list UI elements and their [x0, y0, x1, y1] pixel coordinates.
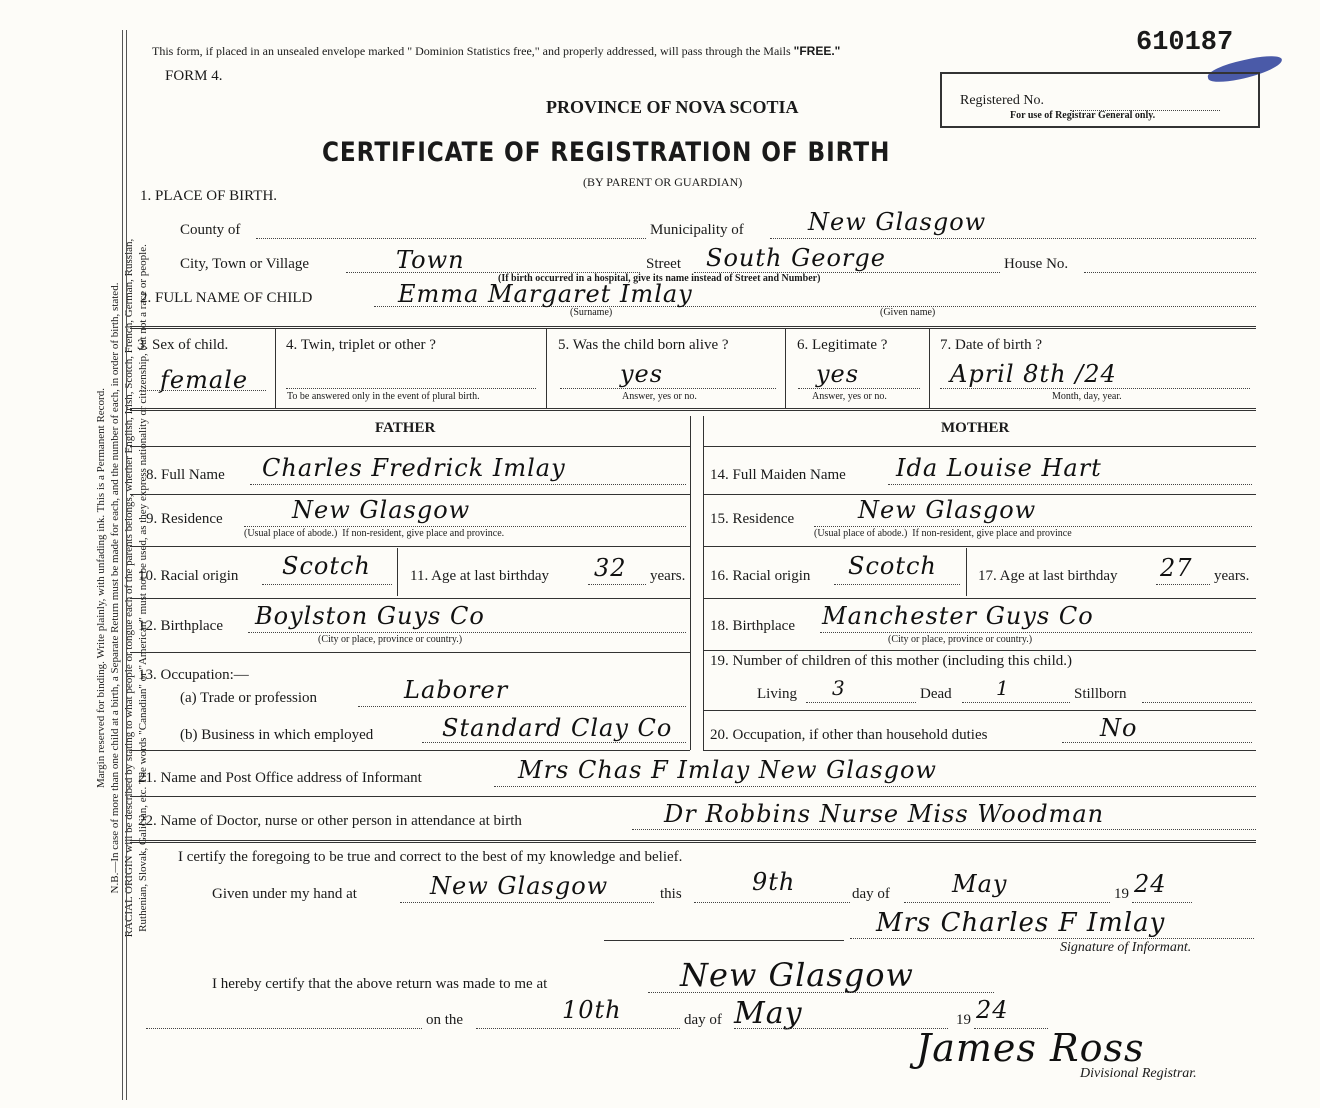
margin-note: Ruthenian, Slovak, Galician, etc. The words "Canadian" or "American" must not be used, as they express nationality or citizenship, but not a race or people. — [137, 244, 149, 932]
mother-heading: MOTHER — [941, 420, 1010, 436]
mother-racial-value: Scotch — [848, 552, 937, 580]
mother-birthplace-note: (City or place, province or country.) — [888, 634, 1033, 645]
column-divider — [275, 328, 276, 408]
mother-age-line — [1156, 584, 1210, 585]
page-title: CERTIFICATE OF REGISTRATION OF BIRTH — [322, 137, 891, 168]
mother-residence-note — [814, 528, 1072, 539]
twin-label: 4. Twin, triplet or other ? — [286, 337, 436, 353]
dead-line — [962, 702, 1070, 703]
legitimate-value: yes — [816, 360, 860, 388]
binding-margin-line — [122, 30, 123, 1100]
father-birthplace-line — [248, 632, 686, 633]
cell-divider — [397, 548, 398, 596]
mother-racial-line — [834, 584, 960, 585]
mother-residence-label: 15. Residence — [710, 511, 795, 527]
row-rule — [130, 796, 1256, 797]
living-value: 3 — [832, 676, 846, 700]
binding-margin-line — [126, 30, 127, 1100]
row-rule — [703, 446, 1256, 447]
informant-line — [494, 786, 1256, 787]
informant-label: 21. Name and Post Office address of Informant — [138, 770, 422, 786]
on-the-label: on the — [426, 1012, 464, 1028]
house-label: House No. — [1004, 256, 1069, 272]
row-rule — [703, 750, 1256, 751]
day-of-label: day of — [852, 886, 890, 902]
father-residence-note — [244, 528, 504, 539]
dob-line — [940, 388, 1250, 389]
return-continuation-line — [146, 1028, 422, 1029]
province-heading: PROVINCE OF NOVA SCOTIA — [546, 97, 799, 117]
living-label: Living — [757, 686, 797, 702]
father-column-border — [690, 416, 691, 750]
municipality-value: New Glasgow — [808, 208, 987, 236]
father-residence-label: 9. Residence — [146, 511, 223, 527]
registrar-signature: James Ross — [916, 1026, 1145, 1070]
registered-number-box — [940, 72, 1260, 128]
row-rule — [130, 546, 690, 547]
city-value: Town — [396, 246, 465, 274]
section-rule — [130, 840, 1256, 843]
given-name-note: (Given name) — [880, 307, 936, 318]
section-rule — [130, 408, 1256, 411]
legitimate-note: Answer, yes or no. — [812, 391, 887, 402]
given-month-line — [904, 902, 1110, 903]
return-place-value: New Glasgow — [680, 956, 914, 994]
row-rule — [130, 446, 690, 447]
registered-label: Registered No. — [960, 93, 1044, 108]
row-rule — [130, 652, 690, 653]
row-rule — [703, 710, 1256, 711]
mother-birthplace-label: 18. Birthplace — [710, 618, 795, 634]
dob-note: Month, day, year. — [1052, 391, 1122, 402]
municipality-line — [770, 238, 1256, 239]
certificate-number: 610187 — [1136, 28, 1234, 58]
child-name-value: Emma Margaret Imlay — [398, 280, 693, 308]
father-residence-note-b: If non-resident, give place and province. — [342, 528, 505, 539]
registrar-label: Divisional Registrar. — [1080, 1066, 1197, 1081]
given-under-label: Given under my hand at — [212, 886, 357, 902]
father-years-label: years. — [650, 568, 686, 584]
dob-label: 7. Date of birth ? — [940, 337, 1043, 353]
mail-notice — [152, 44, 840, 59]
living-line — [806, 702, 916, 703]
sex-line — [140, 390, 266, 391]
father-age-value: 32 — [594, 554, 627, 582]
dead-value: 1 — [996, 676, 1010, 700]
surname-note: (Surname) — [570, 307, 613, 318]
mother-occupation-value: No — [1100, 714, 1138, 742]
return-year-value: 24 — [976, 996, 1009, 1024]
municipality-label: Municipality of — [650, 222, 744, 238]
father-residence-value: New Glasgow — [292, 496, 471, 524]
dead-label: Dead — [920, 686, 952, 702]
father-business-label: (b) Business in which employed — [180, 727, 374, 743]
father-residence-note-a: (Usual place of abode.) — [244, 528, 338, 539]
mother-residence-value: New Glasgow — [858, 496, 1037, 524]
row-rule — [703, 494, 1256, 495]
father-business-value: Standard Clay Co — [442, 714, 673, 742]
city-label: City, Town or Village — [180, 256, 310, 272]
return-day-of-label: day of — [684, 1012, 722, 1028]
mother-name-label: 14. Full Maiden Name — [710, 467, 846, 483]
legitimate-line — [798, 388, 920, 389]
doctor-line — [632, 829, 1256, 830]
margin-note: Margin reserved for binding. Write plainly, with unfading ink. This is a Permanent Record. — [95, 388, 107, 788]
father-name-value: Charles Fredrick Imlay — [262, 454, 566, 482]
father-trade-value: Laborer — [404, 676, 509, 704]
child-name-label: 2. FULL NAME OF CHILD — [140, 290, 313, 306]
father-age-line — [588, 584, 646, 585]
street-value: South George — [706, 244, 886, 272]
row-rule — [703, 598, 1256, 599]
mother-children-label: 19. Number of children of this mother (including this child.) — [710, 653, 1073, 669]
stillborn-label: Stillborn — [1074, 686, 1127, 702]
father-birthplace-note: (City or place, province or country.) — [318, 634, 463, 645]
twin-note: To be answered only in the event of plural birth. — [287, 391, 480, 402]
house-line — [1084, 272, 1256, 273]
father-heading: FATHER — [375, 420, 436, 436]
mail-notice-free: "FREE." — [793, 44, 841, 58]
dob-value: April 8th /24 — [950, 360, 1117, 388]
return-year-prefix: 19 — [956, 1012, 971, 1028]
doctor-value: Dr Robbins Nurse Miss Woodman — [664, 800, 1105, 828]
year-prefix: 19 — [1114, 886, 1129, 902]
cell-divider — [966, 548, 967, 596]
mother-age-value: 27 — [1160, 554, 1193, 582]
father-name-label: 8. Full Name — [146, 467, 225, 483]
county-label: County of — [180, 222, 241, 238]
father-business-line — [422, 742, 686, 743]
mother-residence-note-a: (Usual place of abode.) — [814, 528, 908, 539]
mother-birthplace-value: Manchester Guys Co — [822, 602, 1094, 630]
row-rule — [130, 598, 690, 599]
column-divider — [546, 328, 547, 408]
father-racial-value: Scotch — [282, 552, 371, 580]
row-rule — [130, 750, 690, 751]
informant-signature-label: Signature of Informant. — [1060, 940, 1192, 955]
given-year-value: 24 — [1134, 870, 1167, 898]
return-place-line — [648, 992, 994, 993]
given-place-line — [400, 902, 654, 903]
given-year-line — [1132, 902, 1192, 903]
margin-note: RACIAL ORIGIN will be described by stating to what people or tongue each of the parents belongs, whether English, Irish, Scotch, French, German, Russian, — [123, 238, 135, 938]
doctor-label: 22. Name of Doctor, nurse or other person in attendance at birth — [138, 813, 522, 829]
place-of-birth-heading: 1. PLACE OF BIRTH. — [140, 188, 278, 204]
mother-racial-label: 16. Racial origin — [710, 568, 811, 584]
informant-signature-line — [850, 938, 1254, 939]
mother-residence-line — [814, 526, 1252, 527]
mother-occupation-line — [1062, 742, 1252, 743]
column-divider — [785, 328, 786, 408]
separator-rule — [604, 940, 844, 941]
street-label: Street — [646, 256, 681, 272]
row-rule — [703, 546, 1256, 547]
mother-birthplace-line — [820, 632, 1252, 633]
father-birthplace-value: Boylston Guys Co — [255, 602, 485, 630]
row-rule — [703, 650, 1256, 651]
county-line — [256, 238, 646, 239]
mother-occupation-label: 20. Occupation, if other than household duties — [710, 727, 988, 743]
mother-name-line — [888, 484, 1252, 485]
registrar-use-note: For use of Registrar General only. — [1010, 110, 1156, 121]
father-racial-label: 10. Racial origin — [138, 568, 239, 584]
alive-value: yes — [620, 360, 664, 388]
return-day-line — [476, 1028, 680, 1029]
mother-name-value: Ida Louise Hart — [896, 454, 1102, 482]
legitimate-label: 6. Legitimate ? — [797, 337, 888, 353]
stillborn-line — [1142, 702, 1252, 703]
form-number: FORM 4. — [165, 68, 223, 84]
alive-label: 5. Was the child born alive ? — [558, 337, 729, 353]
father-trade-label: (a) Trade or profession — [180, 690, 318, 706]
row-rule — [130, 494, 690, 495]
mother-years-label: years. — [1214, 568, 1250, 584]
father-occupation-label: 13. Occupation:— — [138, 667, 249, 683]
mother-residence-note-b: If non-resident, give place and province — [912, 528, 1072, 539]
this-label: this — [660, 886, 682, 902]
return-text: I hereby certify that the above return was made to me at — [212, 976, 548, 992]
hospital-note: (If birth occurred in a hospital, give its name instead of Street and Number) — [498, 273, 821, 284]
return-day-value: 10th — [562, 996, 622, 1024]
twin-line — [286, 388, 536, 389]
alive-line — [560, 388, 776, 389]
return-month-value: May — [734, 996, 803, 1031]
father-racial-line — [262, 584, 392, 585]
father-age-label: 11. Age at last birthday — [410, 568, 549, 584]
sex-value: female — [160, 366, 249, 394]
column-divider — [929, 328, 930, 408]
father-residence-line — [244, 526, 686, 527]
mail-notice-text: This form, if placed in an unsealed envelope marked " Dominion Statistics free," and properly addressed, will pass through the Mails — [152, 44, 794, 58]
informant-value: Mrs Chas F Imlay New Glasgow — [518, 756, 937, 784]
given-day-value: 9th — [752, 868, 796, 896]
mother-age-label: 17. Age at last birthday — [978, 568, 1118, 584]
given-day-line — [694, 902, 850, 903]
sex-label: 3. Sex of child. — [137, 337, 229, 353]
given-month-value: May — [952, 870, 1008, 898]
mother-column-border — [703, 416, 704, 750]
page-subtitle: (BY PARENT OR GUARDIAN) — [583, 175, 743, 189]
section-rule — [130, 326, 1256, 329]
margin-note: N.B.—In case of more than one child at a birth, a Separate Return must be made for each, and the number of each, in order of birth, stated. — [109, 282, 121, 894]
certify-text: I certify the foregoing to be true and correct to the best of my knowledge and belief. — [178, 849, 683, 865]
father-name-line — [250, 484, 686, 485]
father-trade-line — [358, 706, 686, 707]
given-place-value: New Glasgow — [430, 872, 609, 900]
father-birthplace-label: 12. Birthplace — [138, 618, 223, 634]
informant-signature: Mrs Charles F Imlay — [876, 908, 1166, 938]
alive-note: Answer, yes or no. — [622, 391, 697, 402]
